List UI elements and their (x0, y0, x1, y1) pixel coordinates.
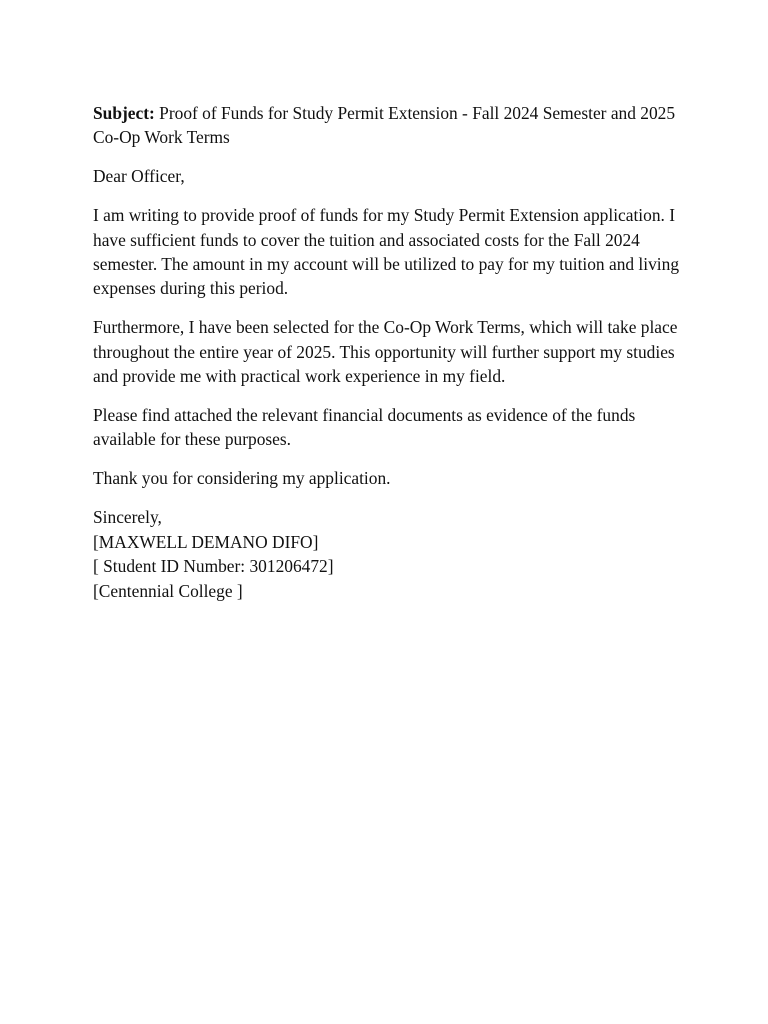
subject-text: Proof of Funds for Study Permit Extension - Fall 2024 Semester and 2025 Co-Op Work Terms (93, 103, 676, 148)
subject-label: Subject: (93, 103, 155, 123)
student-id: [ Student ID Number: 301206472] (93, 556, 334, 577)
letter-document (93, 101, 683, 617)
salutation: Dear Officer, (93, 166, 185, 187)
signature-name: [MAXWELL DEMANO DIFO] (93, 531, 319, 552)
body-paragraph-1: I am writing to provide proof of funds for my Study Permit Extension application. I have sufficient funds to cover the tuition and associated costs for the Fall 2024 semester. The amount in my account will be utilized to pay for my tuition and living expenses during this period. (93, 205, 680, 299)
subject-line (93, 101, 683, 150)
institution: [Centennial College ] (93, 580, 243, 601)
signature-block (93, 505, 683, 603)
body-paragraph-2: Furthermore, I have been selected for the Co-Op Work Terms, which will take place throughout the entire year of 2025. This opportunity will further support my studies and provide me with practical work experience in my field. (93, 317, 678, 387)
closing: Sincerely, (93, 507, 162, 528)
body-paragraph-4: Thank you for considering my application. (93, 468, 391, 489)
body-paragraph-3: Please find attached the relevant financial documents as evidence of the funds available for these purposes. (93, 405, 636, 450)
